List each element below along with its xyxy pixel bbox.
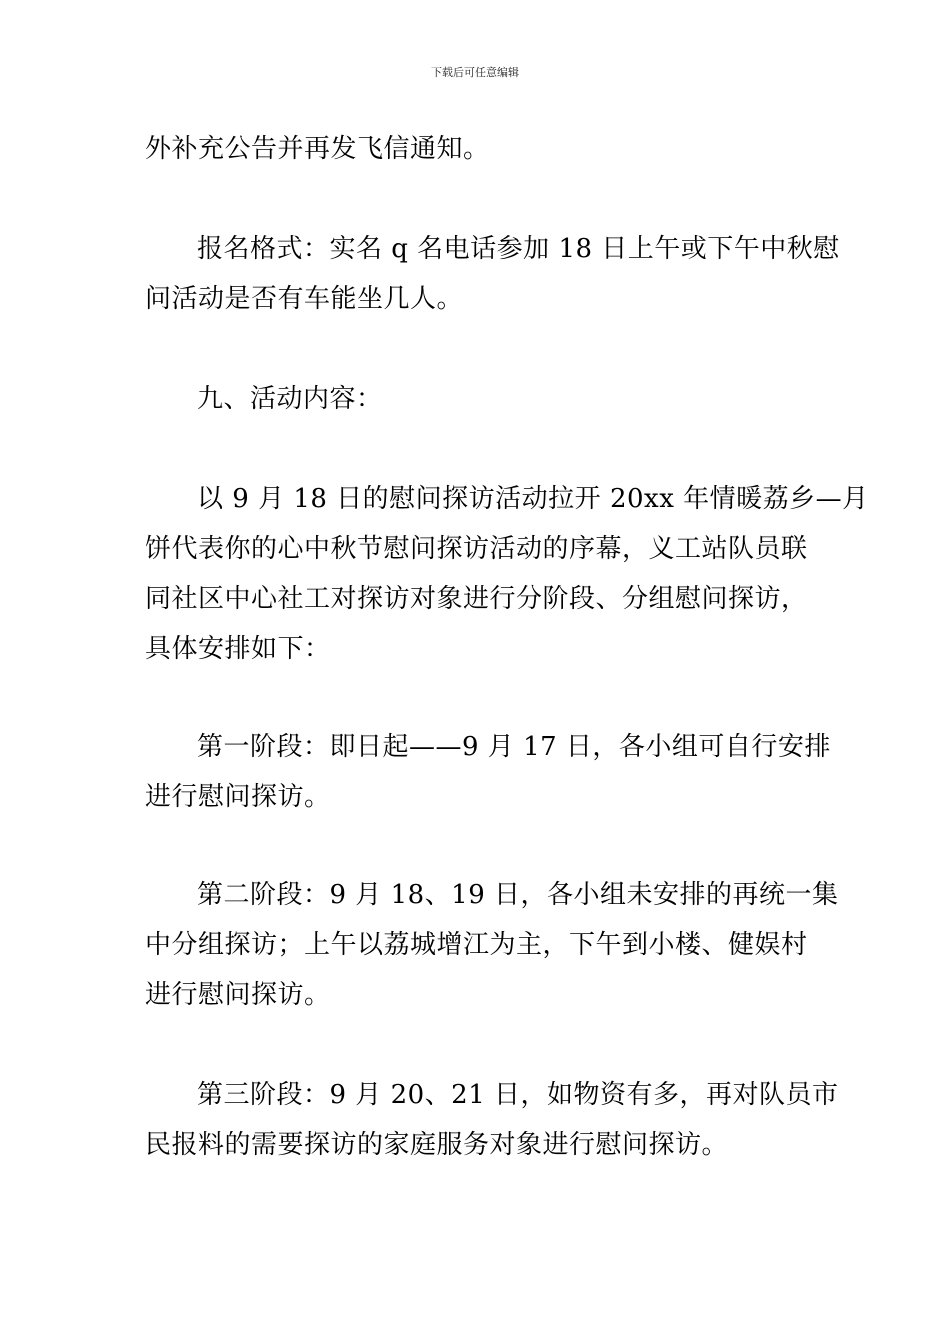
paragraph-phase-one [145,722,831,822]
text-line: 第三阶段：9 月 20、21 日，如物资有多，再对队员市 [197,1080,839,1110]
section-heading-activity-content [145,374,810,424]
paragraph-phase-two [145,870,839,1020]
text-line: 饼代表你的心中秋节慰问探访活动的序幕，义工站队员联 [145,534,808,564]
text-line: 民报料的需要探访的家庭服务对象进行慰问探访。 [145,1130,729,1160]
text-line: 九、活动内容： [197,384,383,414]
text-line: 第二阶段：9 月 18、19 日，各小组未安排的再统一集 [197,880,839,910]
paragraph-continuation [145,124,810,174]
text-line: 以 9 月 18 日的慰问探访活动拉开 20xx 年情暖荔乡—月 [197,484,869,514]
text-line: 报名格式：实名 q 名电话参加 18 日上午或下午中秋慰 [197,234,840,264]
paragraph-registration-format [145,224,840,324]
paragraph-activity-intro [145,474,869,674]
text-line: 具体安排如下： [145,634,331,664]
text-line: 第一阶段：即日起——9 月 17 日，各小组可自行安排 [197,732,831,762]
text-line: 同社区中心社工对探访对象进行分阶段、分组慰问探访， [145,584,808,614]
paragraph-phase-three [145,1070,839,1170]
text-line: 进行慰问探访。 [145,980,331,1010]
page-header: 下载后可任意编辑 [431,66,519,79]
text-line: 问活动是否有车能坐几人。 [145,284,464,314]
text-line: 进行慰问探访。 [145,782,331,812]
text-line: 外补充公告并再发飞信通知。 [145,134,490,164]
text-line: 中分组探访；上午以荔城增江为主，下午到小楼、健娱村 [145,930,808,960]
